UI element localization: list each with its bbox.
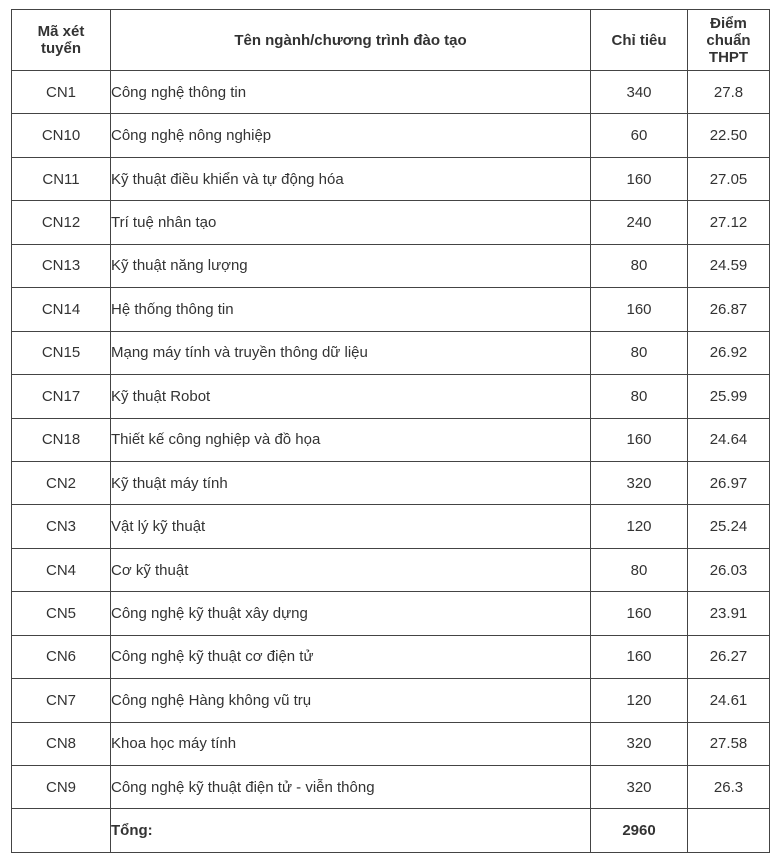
quota-cell: 240 xyxy=(591,201,688,244)
table-row xyxy=(12,114,770,157)
quota-cell: 160 xyxy=(591,157,688,200)
score-cell: 26.03 xyxy=(688,548,770,591)
table-row xyxy=(12,71,770,114)
program-code-cell: CN11 xyxy=(12,157,111,200)
program-name-cell: Trí tuệ nhân tạo xyxy=(111,201,591,244)
total-quota-cell: 2960 xyxy=(591,809,688,853)
program-code-cell: CN7 xyxy=(12,679,111,722)
program-name-cell: Kỹ thuật Robot xyxy=(111,375,591,418)
program-code-cell: CN4 xyxy=(12,548,111,591)
quota-cell: 80 xyxy=(591,244,688,287)
program-name-cell: Vật lý kỹ thuật xyxy=(111,505,591,548)
table-row xyxy=(12,679,770,722)
table-row xyxy=(12,244,770,287)
column-header-quota-label: Chỉ tiêu xyxy=(611,31,667,49)
table-row xyxy=(12,201,770,244)
score-cell: 23.91 xyxy=(688,592,770,635)
score-cell: 27.58 xyxy=(688,722,770,765)
table-row xyxy=(12,418,770,461)
total-score-cell xyxy=(688,809,770,853)
admission-scores-table xyxy=(11,9,770,853)
column-header-score-label: Điểm chuẩn THPT xyxy=(706,14,751,66)
table-row xyxy=(12,505,770,548)
quota-cell: 120 xyxy=(591,679,688,722)
score-cell: 27.12 xyxy=(688,201,770,244)
program-code-cell: CN15 xyxy=(12,331,111,374)
score-cell: 27.05 xyxy=(688,157,770,200)
program-name-cell: Cơ kỹ thuật xyxy=(111,548,591,591)
quota-cell: 320 xyxy=(591,461,688,504)
program-code-cell: CN1 xyxy=(12,71,111,114)
table-row xyxy=(12,375,770,418)
table-row xyxy=(12,157,770,200)
quota-cell: 60 xyxy=(591,114,688,157)
column-header-code-label: Mã xét tuyển xyxy=(37,23,85,57)
table-row xyxy=(12,548,770,591)
program-code-cell: CN18 xyxy=(12,418,111,461)
program-code-cell: CN2 xyxy=(12,461,111,504)
score-cell: 25.99 xyxy=(688,375,770,418)
score-cell: 24.59 xyxy=(688,244,770,287)
table-row xyxy=(12,635,770,678)
program-name-cell: Kỹ thuật điều khiển và tự động hóa xyxy=(111,157,591,200)
table-header-row xyxy=(12,10,770,71)
column-header-name-label: Tên ngành/chương trình đào tạo xyxy=(234,31,467,49)
column-header-quota xyxy=(591,10,688,71)
score-cell: 26.97 xyxy=(688,461,770,504)
quota-cell: 80 xyxy=(591,375,688,418)
program-code-cell: CN12 xyxy=(12,201,111,244)
score-cell: 24.64 xyxy=(688,418,770,461)
column-header-score xyxy=(688,10,770,71)
score-cell: 22.50 xyxy=(688,114,770,157)
table-row xyxy=(12,766,770,809)
quota-cell: 160 xyxy=(591,418,688,461)
program-name-cell: Kỹ thuật máy tính xyxy=(111,461,591,504)
program-name-cell: Mạng máy tính và truyền thông dữ liệu xyxy=(111,331,591,374)
column-header-code xyxy=(12,10,111,71)
quota-cell: 160 xyxy=(591,288,688,331)
program-name-cell: Công nghệ thông tin xyxy=(111,71,591,114)
program-code-cell: CN8 xyxy=(12,722,111,765)
quota-cell: 320 xyxy=(591,766,688,809)
table-row xyxy=(12,592,770,635)
program-name-cell: Thiết kế công nghiệp và đồ họa xyxy=(111,418,591,461)
program-name-cell: Kỹ thuật năng lượng xyxy=(111,244,591,287)
program-code-cell: CN10 xyxy=(12,114,111,157)
program-code-cell: CN9 xyxy=(12,766,111,809)
score-cell: 26.87 xyxy=(688,288,770,331)
program-code-cell: CN13 xyxy=(12,244,111,287)
total-code-cell xyxy=(12,809,111,853)
score-cell: 26.92 xyxy=(688,331,770,374)
quota-cell: 120 xyxy=(591,505,688,548)
program-name-cell: Công nghệ kỹ thuật xây dựng xyxy=(111,592,591,635)
quota-cell: 80 xyxy=(591,548,688,591)
score-cell: 27.8 xyxy=(688,71,770,114)
quota-cell: 340 xyxy=(591,71,688,114)
quota-cell: 80 xyxy=(591,331,688,374)
program-name-cell: Công nghệ kỹ thuật cơ điện tử xyxy=(111,635,591,678)
program-code-cell: CN3 xyxy=(12,505,111,548)
quota-cell: 160 xyxy=(591,592,688,635)
program-code-cell: CN5 xyxy=(12,592,111,635)
program-code-cell: CN17 xyxy=(12,375,111,418)
program-name-cell: Hệ thống thông tin xyxy=(111,288,591,331)
score-cell: 25.24 xyxy=(688,505,770,548)
total-row xyxy=(12,809,770,853)
table-row xyxy=(12,288,770,331)
quota-cell: 160 xyxy=(591,635,688,678)
program-name-cell: Công nghệ nông nghiệp xyxy=(111,114,591,157)
column-header-name xyxy=(111,10,591,71)
quota-cell: 320 xyxy=(591,722,688,765)
table-body xyxy=(12,71,770,809)
program-name-cell: Khoa học máy tính xyxy=(111,722,591,765)
total-label-cell: Tổng: xyxy=(111,809,591,853)
score-cell: 26.27 xyxy=(688,635,770,678)
table-row xyxy=(12,461,770,504)
program-code-cell: CN14 xyxy=(12,288,111,331)
program-code-cell: CN6 xyxy=(12,635,111,678)
table-row xyxy=(12,331,770,374)
score-cell: 24.61 xyxy=(688,679,770,722)
program-name-cell: Công nghệ kỹ thuật điện tử - viễn thông xyxy=(111,766,591,809)
score-cell: 26.3 xyxy=(688,766,770,809)
program-name-cell: Công nghệ Hàng không vũ trụ xyxy=(111,679,591,722)
table-row xyxy=(12,722,770,765)
